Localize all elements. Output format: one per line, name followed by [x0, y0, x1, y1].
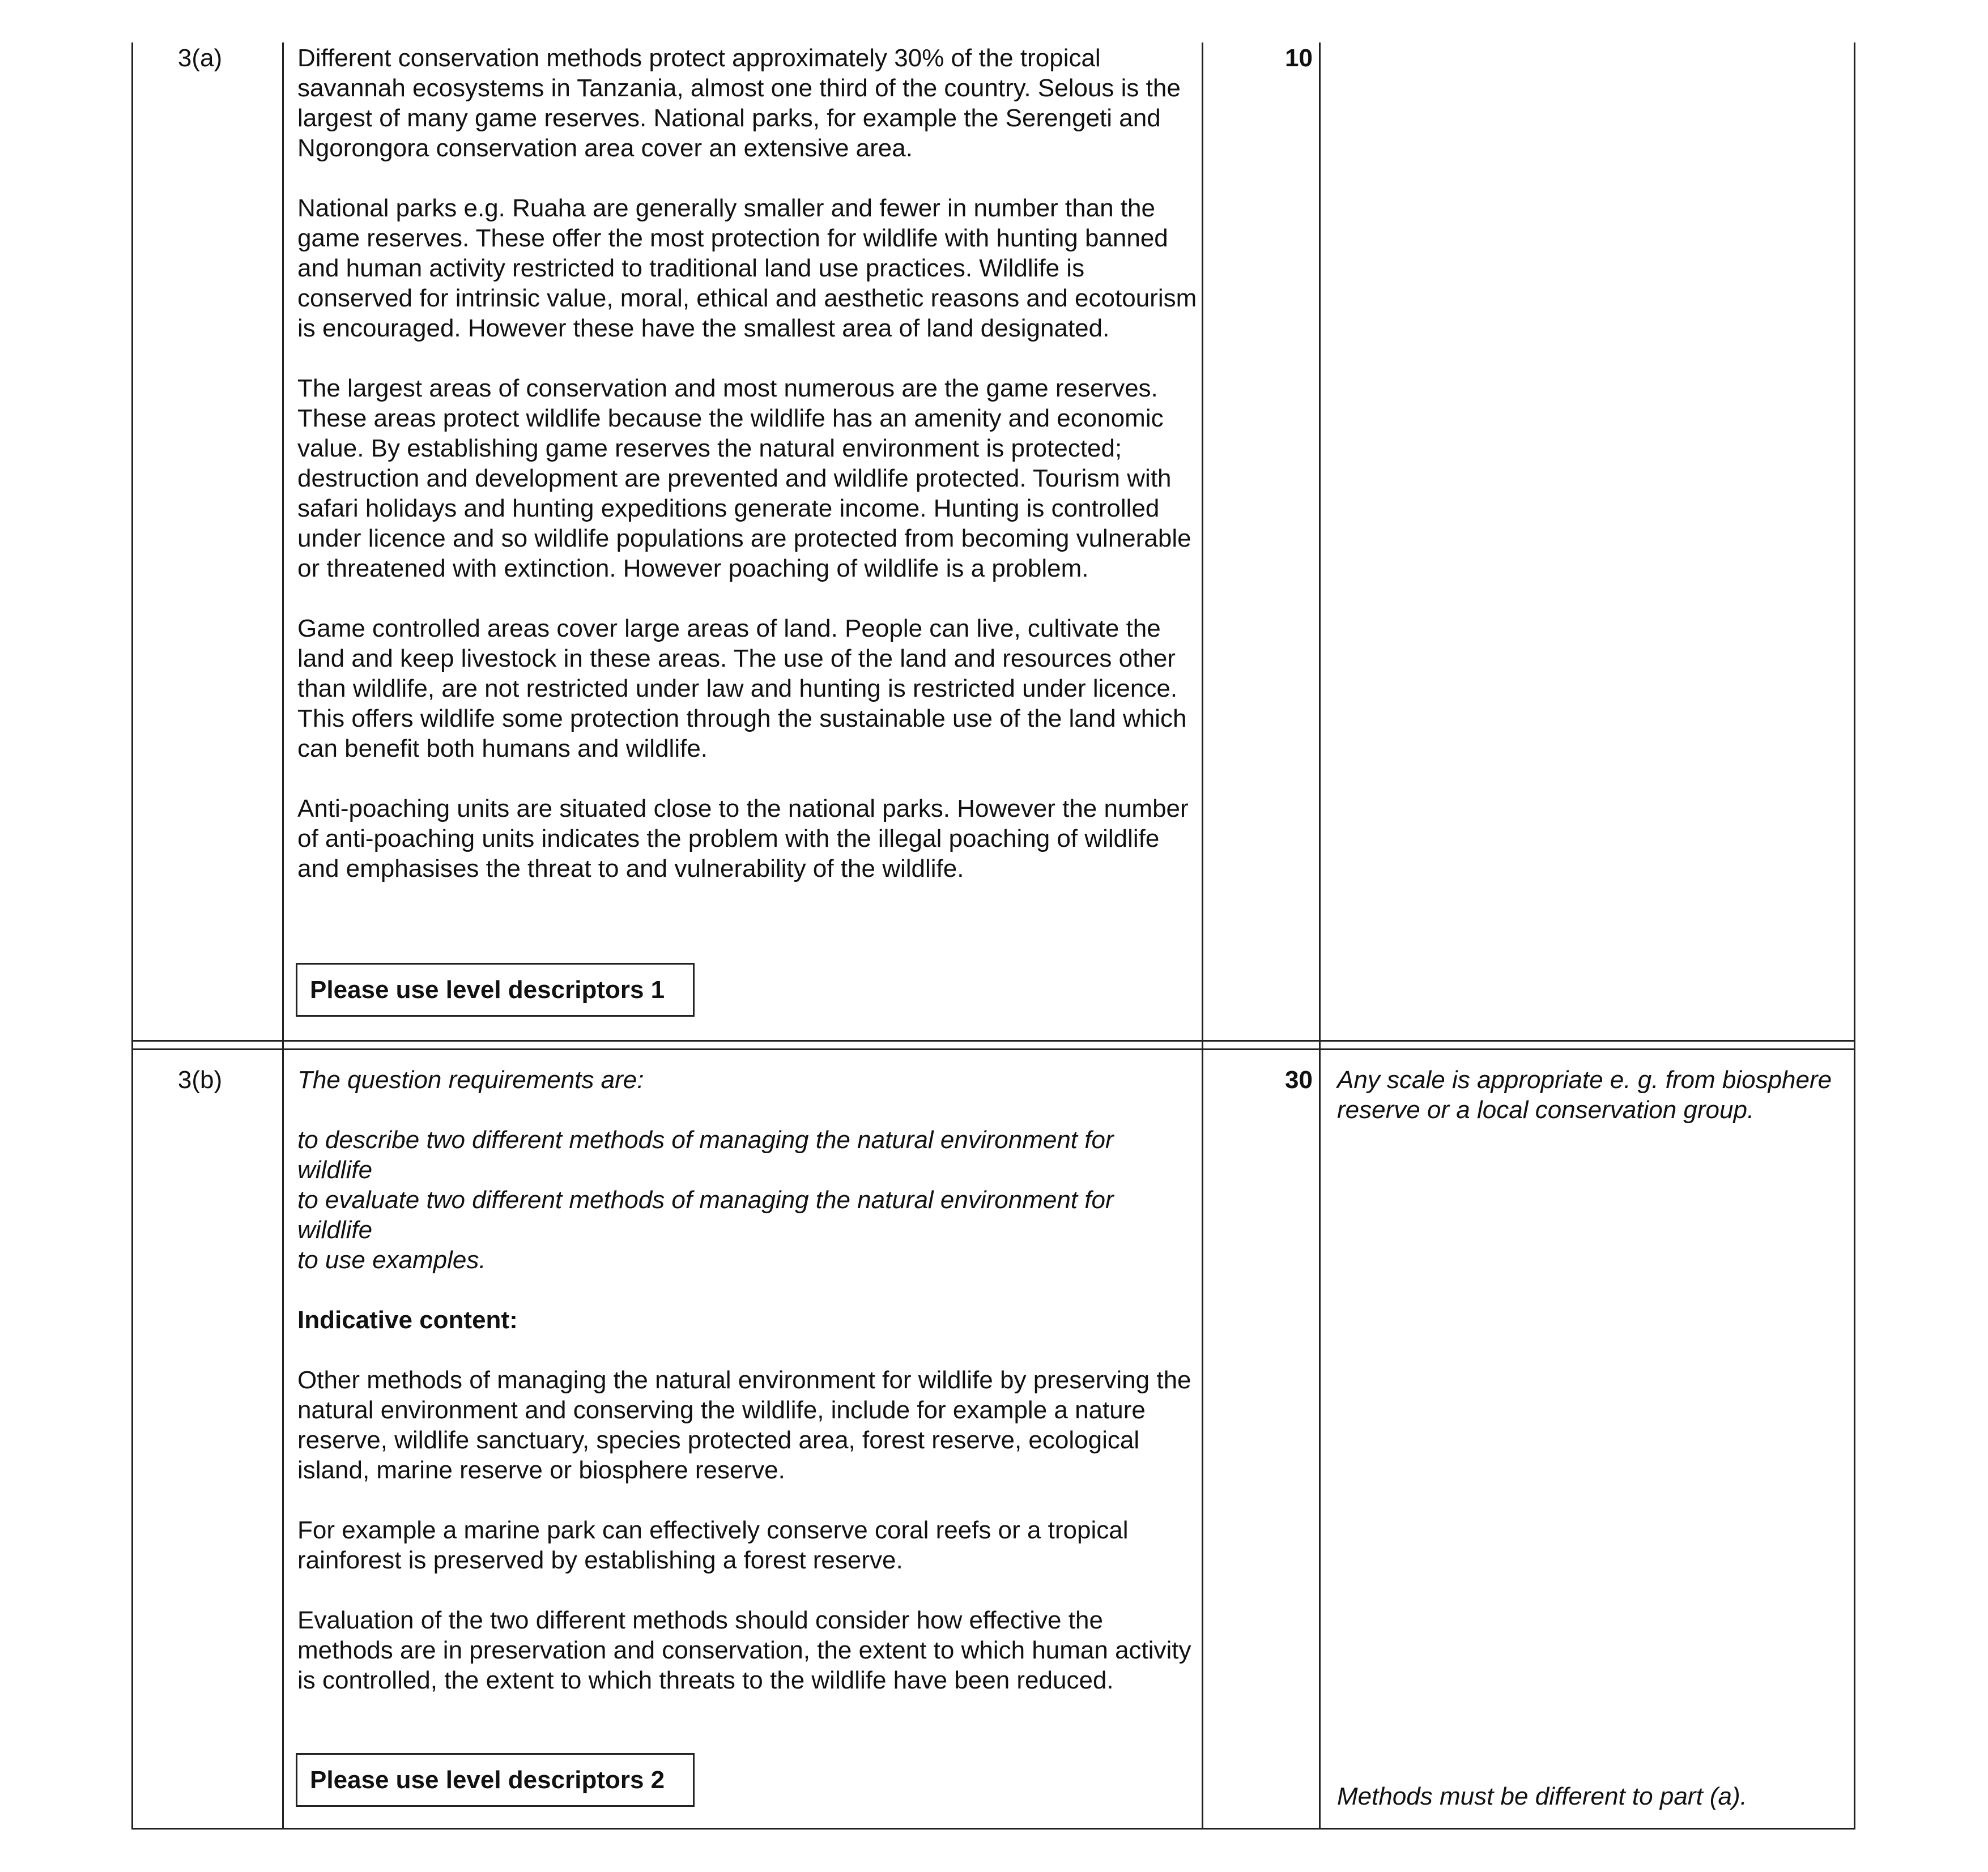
- requirement-item: to describe two different methods of managing the natural environment for wildlife: [297, 1126, 1114, 1184]
- answer-paragraph: National parks e.g. Ruaha are generally smaller and fewer in number than the game reserves. These offer the most protection for wildlife with hunting banned and human activity restricted to traditional land use practices. Wildlife is conserved for intrinsic value, moral, ethical and aesthetic reasons and ecotourism is encouraged. However these have the smallest area of land designated.: [297, 194, 1197, 342]
- answer-paragraph: Game controlled areas cover large areas of land. People can live, cultivate the land and keep livestock in these areas. The use of the land and resources other than wildlife, are not restricted under law and hunting is restricted under licence. This offers wildlife some protection through the sustainable use of the land which can benefit both humans and wildlife.: [297, 615, 1187, 762]
- level-descriptor-wrapper: [296, 1756, 695, 1807]
- guidance-note: Methods must be different to part (a).: [1337, 1783, 1747, 1810]
- requirement-item: to evaluate two different methods of managing the natural environment for wildlife: [297, 1186, 1114, 1244]
- answer-paragraph: The largest areas of conservation and most numerous are the game reserves. These areas protect wildlife because the wildlife has an amenity and economic value. By establishing game reserves the natural environment is protected; destruction and development are prevented and wildlife protected. Tourism with safari holidays and hunting expeditions generate income. Hunting is controlled under licence and so wildlife populations are protected from becoming vulnerable or threatened with extinction. However poaching of wildlife is a problem.: [297, 374, 1191, 582]
- answer-paragraph: Evaluation of the two different methods should consider how effective the methods are in preservation and conservation, the extent to which human activity is controlled, the extent to which threats to the wildlife have been reduced.: [297, 1606, 1191, 1694]
- question-number: 3(a): [177, 44, 223, 72]
- requirement-item: to use examples.: [297, 1246, 486, 1274]
- question-number: 3(b): [177, 1066, 223, 1094]
- marks-value: 30: [1285, 1066, 1313, 1094]
- marks-value: 10: [1285, 44, 1313, 72]
- table-bottom-border: [131, 1828, 1855, 1830]
- table-left-border: [131, 42, 133, 1830]
- answer-paragraph: Different conservation methods protect approximately 30% of the tropical savannah ecosystems in Tanzania, almost one third of the country. Selous is the largest of many game reserves. National parks, for example the Serengeti and Ngorongora conservation area cover an extensive area.: [297, 44, 1181, 162]
- column-divider-marks: [1319, 42, 1321, 1830]
- answer-content: [297, 43, 1204, 914]
- requirements-intro: The question requirements are:: [297, 1066, 644, 1094]
- table-right-border: [1854, 42, 1855, 1830]
- row-separator-bottom: [131, 1048, 1855, 1050]
- answer-paragraph: Other methods of managing the natural environment for wildlife by preserving the natural environment and conserving the wildlife, include for example a nature reserve, wildlife sanctuary, species protected area, forest reserve, ecological island, marine reserve or biosphere reserve.: [297, 1366, 1191, 1484]
- level-descriptor-box: Please use level descriptors 1: [296, 963, 695, 1017]
- answer-paragraph: For example a marine park can effectively conserve coral reefs or a tropical rainforest is preserved by establishing a forest reserve.: [297, 1516, 1129, 1574]
- guidance-note: Any scale is appropriate e. g. from biosphere reserve or a local conservation group.: [1337, 1066, 1832, 1124]
- row-separator-top: [131, 1040, 1855, 1042]
- level-descriptor-box: Please use level descriptors 2: [296, 1753, 695, 1807]
- answer-content: [297, 1065, 1204, 1725]
- indicative-heading: Indicative content:: [297, 1306, 518, 1334]
- level-descriptor-wrapper: [296, 966, 695, 1017]
- answer-paragraph: Anti-poaching units are situated close to the national parks. However the number of anti-poaching units indicates the problem with the illegal poaching of wildlife and emphasises the threat to and vulnerability of the wildlife.: [297, 795, 1189, 882]
- column-divider-question: [282, 42, 284, 1830]
